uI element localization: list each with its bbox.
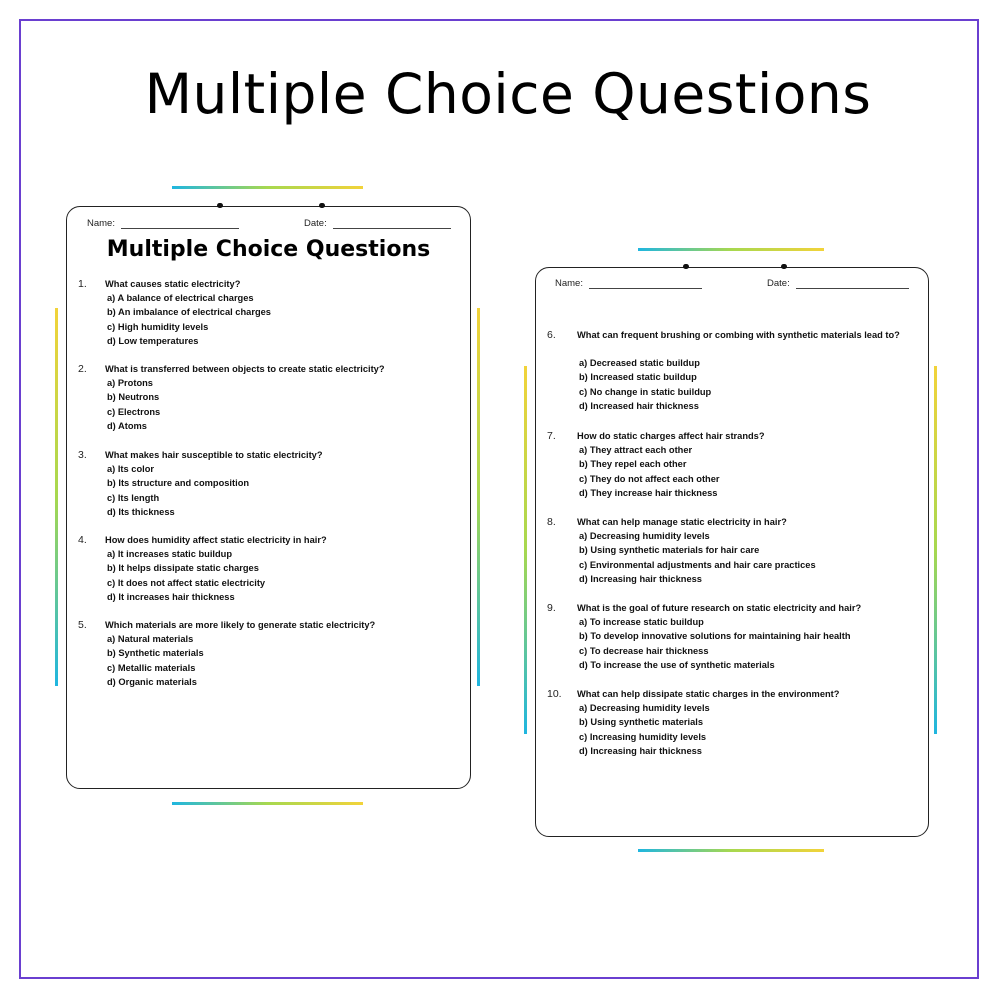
question-text: What can frequent brushing or combing with synthetic materials lead to? (577, 330, 900, 340)
accent-line-right-2 (934, 366, 937, 734)
accent-line-bottom-1 (172, 802, 363, 805)
question-number: 9. (547, 602, 556, 614)
answer-options (579, 701, 710, 758)
answer-option[interactable]: a) Decreasing humidity levels (579, 703, 710, 713)
answer-option[interactable]: b) Using synthetic materials for hair care (579, 545, 760, 556)
accent-line-right-1 (477, 308, 480, 686)
answer-option[interactable]: d) To increase the use of synthetic materials (579, 659, 775, 670)
question-number: 2. (78, 363, 87, 375)
answer-option[interactable]: a) They attract each other (579, 445, 693, 455)
accent-line-bottom-2 (638, 849, 824, 852)
name-underline (589, 279, 702, 289)
question-number: 4. (78, 534, 87, 546)
answer-option[interactable]: b) Synthetic materials (107, 648, 204, 659)
date-label: Date: (767, 278, 790, 289)
answer-option[interactable]: d) Increased hair thickness (579, 400, 699, 411)
question-text: What is transferred between objects to create static electricity? (105, 364, 385, 374)
answer-option[interactable]: b) Using synthetic materials (579, 717, 703, 728)
answer-option[interactable]: c) To decrease hair thickness (579, 645, 709, 656)
name-label: Name: (555, 278, 583, 289)
answer-option[interactable]: c) Environmental adjustments and hair care practices (579, 559, 816, 570)
page-title: Multiple Choice Questions (144, 62, 872, 126)
accent-line-top-1 (172, 186, 363, 189)
answer-option[interactable]: d) They increase hair thickness (579, 487, 718, 498)
question-text: What makes hair susceptible to static electricity? (105, 450, 323, 460)
answer-option[interactable]: d) It increases hair thickness (107, 591, 235, 602)
worksheet-page-1 (66, 206, 471, 789)
answer-option[interactable]: a) Decreased static buildup (579, 358, 700, 368)
answer-options (107, 376, 160, 433)
answer-option[interactable]: c) They do not affect each other (579, 473, 720, 484)
question-number: 3. (78, 449, 87, 461)
answer-option[interactable]: c) Increasing humidity levels (579, 731, 707, 742)
answer-option[interactable]: c) No change in static buildup (579, 386, 712, 397)
accent-line-top-2 (638, 248, 824, 251)
answer-option[interactable]: d) Low temperatures (107, 335, 199, 346)
answer-option[interactable]: c) Metallic materials (107, 662, 196, 673)
answer-option[interactable]: a) Decreasing humidity levels (579, 531, 710, 541)
answer-options (107, 291, 271, 348)
question-text: Which materials are more likely to generate static electricity? (105, 620, 376, 630)
date-field[interactable] (767, 278, 909, 289)
worksheet-title: Multiple Choice Questions (106, 237, 431, 262)
answer-option[interactable]: d) Organic materials (107, 676, 197, 687)
answer-option[interactable]: b) To develop innovative solutions for maintaining hair health (579, 631, 851, 642)
answer-option[interactable]: a) It increases static buildup (107, 549, 233, 559)
date-underline (796, 279, 909, 289)
answer-option[interactable]: c) High humidity levels (107, 321, 209, 332)
answer-options (579, 615, 851, 672)
answer-option[interactable]: a) Protons (107, 378, 153, 388)
answer-option[interactable]: b) Its structure and composition (107, 478, 250, 489)
question-number: 5. (78, 619, 87, 631)
answer-option[interactable]: b) They repel each other (579, 459, 687, 470)
answer-options (579, 443, 720, 500)
answer-option[interactable]: a) Natural materials (107, 634, 194, 644)
question-number: 8. (547, 516, 556, 528)
answer-option[interactable]: a) Its color (107, 464, 155, 474)
binder-clip-icon (319, 203, 325, 208)
answer-options (107, 547, 265, 604)
answer-option[interactable]: a) To increase static buildup (579, 617, 704, 627)
answer-option[interactable]: b) Neutrons (107, 392, 160, 403)
question-number: 7. (547, 430, 556, 442)
answer-option[interactable]: c) Its length (107, 492, 160, 503)
question-number: 1. (78, 278, 87, 290)
name-underline (121, 219, 239, 229)
question-text: What causes static electricity? (105, 279, 241, 289)
name-label: Name: (87, 218, 115, 229)
answer-options (579, 356, 711, 413)
answer-option[interactable]: c) It does not affect static electricity (107, 577, 266, 588)
answer-option[interactable]: b) It helps dissipate static charges (107, 563, 259, 574)
binder-clip-icon (781, 264, 787, 269)
accent-line-left-1 (55, 308, 58, 686)
answer-option[interactable]: d) Increasing hair thickness (579, 573, 702, 584)
date-label: Date: (304, 218, 327, 229)
answer-option[interactable]: a) A balance of electrical charges (107, 293, 254, 303)
question-text: How do static charges affect hair strands? (577, 431, 765, 441)
question-number: 10. (547, 688, 562, 700)
answer-option[interactable]: d) Atoms (107, 420, 147, 431)
answer-option[interactable]: d) Increasing hair thickness (579, 745, 702, 756)
accent-line-left-2 (524, 366, 527, 734)
question-text: What can help manage static electricity in hair? (577, 517, 787, 527)
answer-options (579, 529, 816, 586)
name-field[interactable] (87, 218, 239, 229)
answer-options (107, 462, 249, 519)
question-text: How does humidity affect static electricity in hair? (105, 535, 327, 545)
question-text: What can help dissipate static charges in the environment? (577, 689, 840, 699)
answer-option[interactable]: b) Increased static buildup (579, 372, 697, 383)
worksheet-page-2 (535, 267, 929, 837)
binder-clip-icon (683, 264, 689, 269)
date-field[interactable] (304, 218, 451, 229)
answer-option[interactable]: d) Its thickness (107, 506, 175, 517)
name-field[interactable] (555, 278, 702, 289)
question-number: 6. (547, 329, 556, 341)
answer-option[interactable]: b) An imbalance of electrical charges (107, 307, 271, 318)
binder-clip-icon (217, 203, 223, 208)
date-underline (333, 219, 451, 229)
answer-option[interactable]: c) Electrons (107, 406, 161, 417)
question-text: What is the goal of future research on static electricity and hair? (577, 603, 862, 613)
answer-options (107, 632, 204, 689)
